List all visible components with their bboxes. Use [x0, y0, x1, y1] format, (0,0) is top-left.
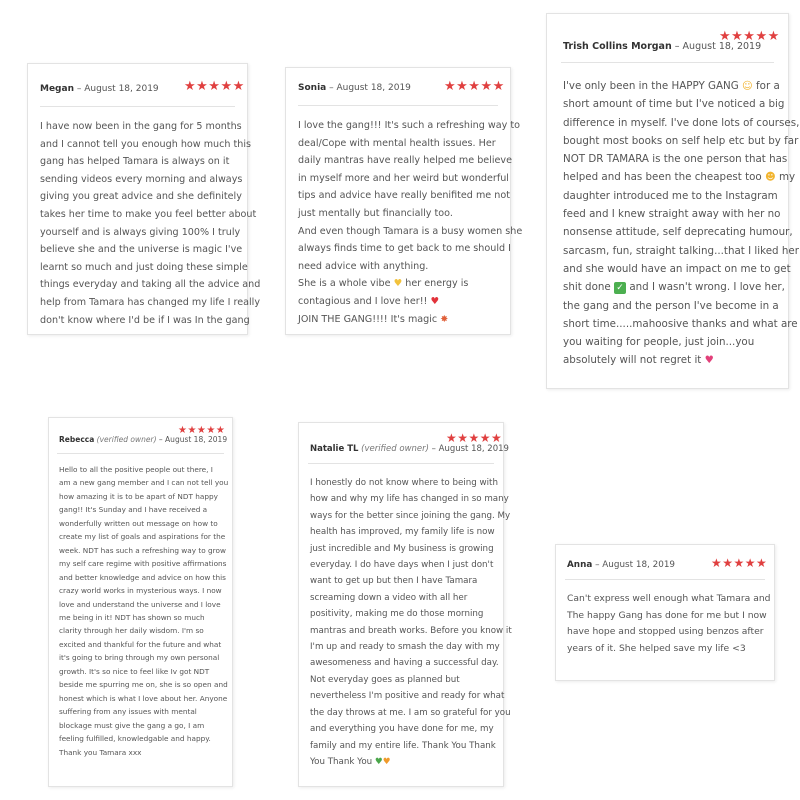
review-text-line: And even though Tamara is a busy women she	[298, 225, 523, 237]
review-text-line	[298, 293, 522, 311]
review-text-line: The happy Gang has done for me but I now	[567, 609, 767, 621]
review-text-line: Hello to all the positive people out there, I	[59, 465, 213, 474]
review-text-line	[563, 77, 799, 95]
review-text-line: awesomeness and having a successful day.	[310, 658, 499, 669]
review-text-fragment: JOIN THE GANG!!!! It's magic	[298, 313, 438, 325]
review-date: – August 18, 2019	[158, 435, 228, 444]
review-author: Rebecca	[59, 435, 95, 444]
review-text-line: you waiting for people, just join...you	[563, 336, 755, 349]
review-text-line: my self care regime with positive affirmations	[59, 559, 227, 569]
review-text-line: nonsense attitude, self deprecating humour,	[563, 226, 793, 239]
review-text-line: have hope and stopped using benzos after	[567, 626, 764, 638]
review-text-line: giving you great advice and she definitely	[40, 191, 242, 203]
review-author: Natalie TL	[310, 444, 359, 454]
review-text-line: positivity, making me do those morning	[310, 609, 484, 620]
review-text-line: suffering from any issues with mental	[59, 707, 197, 717]
review-body	[567, 591, 771, 657]
review-meta	[59, 435, 227, 444]
review-body	[298, 117, 522, 328]
review-text-fragment: helped and has been the cheapest too	[563, 171, 762, 184]
review-text-line: difference in myself. I've done lots of courses,	[563, 116, 800, 129]
divider	[298, 105, 498, 106]
verified-owner-label: (verified owner)	[96, 435, 157, 444]
review-text-line: how and why my life has changed in so many	[310, 494, 509, 505]
review-text-fragment: shit done	[563, 281, 611, 294]
review-text-line: in myself more and her weird but wonderful	[298, 172, 509, 184]
rating-stars: ★★★★★	[184, 79, 245, 94]
review-text-line: daughter introduced me to the Instagram	[563, 189, 778, 202]
check-icon: ✓	[614, 282, 626, 294]
review-text-line: daily mantras have really helped me believe	[298, 155, 513, 167]
review-text-line: screaming down a video with all her	[310, 592, 468, 603]
review-text-line: gang has helped Tamara is always on it	[40, 156, 230, 168]
review-text-line: and she would have an impact on me to get	[563, 262, 791, 275]
review-text-line: Not everyday goes as planned but	[310, 674, 460, 685]
review-card-trish	[546, 13, 800, 389]
review-text-fragment: contagious and I love her!!	[298, 295, 428, 307]
review-card-rebecca	[48, 417, 233, 787]
review-text-line: tips and advice have really benifited me not	[298, 190, 510, 202]
review-text-line: me being in it! NDT has shown so much	[59, 612, 205, 622]
review-text-line: short time.....mahoosive thanks and what are	[563, 317, 798, 330]
review-text-line: need advice with anything.	[298, 260, 429, 272]
review-text-line: I love the gang!!! It's such a refreshing way to	[298, 120, 520, 131]
red-heart-icon: ♥	[430, 295, 440, 307]
review-card-anna	[555, 544, 775, 681]
review-text-line: beside me spurring me on, she is so open and	[59, 680, 228, 690]
laughing-icon: ☻	[765, 171, 776, 184]
review-text-line: week. NDT has such a refreshing way to grow	[59, 545, 226, 555]
review-author: Anna	[567, 560, 593, 570]
review-text-line: help from Tamara has changed my life I really	[40, 296, 260, 308]
review-text-line: sarcasm, fun, straight talking...that I liked her	[563, 244, 799, 257]
review-text-line	[310, 754, 512, 770]
review-text-fragment: She is a whole vibe	[298, 278, 391, 290]
review-meta	[310, 444, 509, 454]
review-text-line: mantras and breath works. Before you know it	[310, 625, 512, 636]
review-text-line: NOT DR TAMARA is the one person that has	[563, 153, 788, 166]
review-text-line: deal/Cope with mental health issues. Her	[298, 137, 496, 149]
review-card-megan	[27, 63, 261, 335]
review-text-line: and I cannot tell you enough how much this	[40, 138, 252, 150]
review-meta	[298, 83, 411, 93]
rating-stars: ★★★★★	[444, 79, 505, 94]
review-text-line: I'm up and ready to smash the day with my	[310, 642, 500, 653]
review-text-line	[563, 168, 799, 186]
review-text-line	[563, 351, 799, 369]
review-text-line	[298, 311, 522, 329]
review-text-line: things everyday and taking all the advice and	[40, 279, 261, 291]
review-text-line: yourself and is always giving 100% I truly	[40, 226, 241, 238]
review-text-fragment: and I wasn't wrong. I love her,	[629, 281, 785, 294]
review-text-line	[563, 278, 799, 296]
review-date: – August 18, 2019	[76, 84, 159, 94]
review-text-line: and better knowledge and advice on how this	[59, 572, 226, 582]
yellow-heart-icon: ♥	[393, 278, 403, 290]
review-body	[310, 475, 512, 770]
review-date: – August 18, 2019	[674, 41, 762, 52]
review-date: – August 18, 2019	[431, 444, 509, 454]
review-text-line: Can't express well enough what Tamara and	[567, 593, 771, 604]
review-text-line	[298, 275, 522, 293]
divider	[565, 579, 765, 580]
green-heart-icon: ♥	[374, 756, 383, 767]
review-text-fragment: for a	[756, 80, 780, 92]
review-text-line: gang!! It's Sunday and I have received a	[59, 505, 208, 515]
review-text-fragment: her energy is	[405, 278, 469, 290]
review-text-line: and everything you have done for me, my	[310, 724, 494, 735]
review-text-line: create my list of goals and aspirations for the	[59, 532, 226, 542]
review-text-line: Thank you Tamara xxx	[59, 747, 142, 757]
review-text-line: don't know where I'd be if I was In the gang	[40, 314, 250, 326]
review-text-line: feed and I knew straight away with her no	[563, 208, 781, 221]
review-text-line: everyday. I do have days when I just don't	[310, 560, 494, 571]
review-text-line: am a new gang member and I can not tell you	[59, 478, 229, 488]
review-body	[59, 463, 228, 759]
smile-icon: ☺	[742, 80, 753, 92]
review-text-line: it's going to bring through my own personal	[59, 653, 220, 663]
review-meta	[563, 41, 761, 52]
review-text-line: takes her time to make you feel better about	[40, 208, 257, 220]
review-text-line: health has improved, my family life is now	[310, 527, 495, 538]
review-text-line: wonderfully written out message on how to	[59, 518, 218, 528]
rating-stars: ★★★★★	[719, 29, 780, 44]
review-text-line: short amount of time but I've noticed a big	[563, 98, 785, 111]
divider	[561, 62, 774, 63]
review-text-line: love and understand the universe and I love	[59, 599, 221, 609]
divider	[57, 453, 224, 454]
review-body	[40, 118, 260, 329]
review-text-line: years of it. She helped save my life <3	[567, 642, 746, 654]
review-text-line: growth. It's so nice to feel like Iv got NDT	[59, 666, 210, 676]
review-text-fragment: absolutely will not regret it	[563, 354, 702, 367]
review-text-fragment: my	[779, 171, 796, 184]
review-text-line: believe she and the universe is magic I've	[40, 244, 243, 256]
review-text-line: I have now been in the gang for 5 months	[40, 121, 242, 132]
divider	[40, 106, 235, 107]
review-author: Megan	[40, 84, 74, 94]
review-meta	[567, 560, 675, 570]
review-text-line: clarity through her daily wisdom. I'm so	[59, 626, 204, 636]
review-text-line: learnt so much and just doing these simple	[40, 261, 248, 273]
review-text-line: feeling fulfilled, knowledgable and happy.	[59, 734, 211, 744]
divider	[308, 463, 494, 464]
verified-owner-label: (verified owner)	[361, 444, 429, 454]
rating-stars: ★★★★★	[178, 425, 226, 436]
review-text-line: blockage must give the gang a go, I am	[59, 720, 205, 730]
review-card-natalie	[298, 422, 512, 787]
review-text-line: want to get up but then I have Tamara	[310, 576, 478, 587]
review-card-sonia	[285, 67, 523, 335]
review-date: – August 18, 2019	[329, 83, 411, 93]
review-text-line: crazy world works in mysterious ways. I now	[59, 586, 222, 596]
review-text-line: I honestly do not know where to being with	[310, 478, 498, 488]
two-hearts-icon: ♥	[704, 354, 714, 367]
rating-stars: ★★★★★	[711, 556, 768, 570]
review-text-line: bought most books on self help etc but by far	[563, 134, 799, 147]
rating-stars: ★★★★★	[446, 431, 503, 445]
review-text-fragment: You Thank You	[310, 756, 373, 767]
review-text-line: just incredible and My business is growing	[310, 543, 494, 554]
boom-icon: ✸	[440, 313, 449, 325]
review-text-line: family and my entire life. Thank You Thank	[310, 740, 496, 751]
review-meta	[40, 84, 159, 94]
review-text-line: how amazing it is to be apart of NDT happy	[59, 491, 218, 501]
review-author: Trish Collins Morgan	[563, 41, 672, 52]
review-body	[563, 77, 799, 370]
review-text-line: nevertheless I'm positive and ready for what	[310, 691, 505, 702]
review-text-line: just mentally but financially too.	[298, 207, 453, 219]
review-text-line: ways for the better since joining the gang. My	[310, 510, 511, 521]
review-author: Sonia	[298, 83, 327, 93]
review-text-line: always finds time to get back to me should I	[298, 243, 511, 255]
review-text-line: sending videos every morning and always	[40, 173, 243, 185]
review-text-line: the day throws at me. I am so grateful for you	[310, 707, 511, 718]
review-text-fragment: I've only been in the HAPPY GANG	[563, 80, 739, 92]
review-text-line: excited and thankful for the future and what	[59, 639, 222, 649]
orange-heart-icon: ♥	[382, 756, 391, 767]
review-date: – August 18, 2019	[595, 560, 676, 570]
review-text-line: the gang and the person I've become in a	[563, 299, 779, 312]
review-text-line: honest which is what I love about her. Anyone	[59, 693, 228, 703]
